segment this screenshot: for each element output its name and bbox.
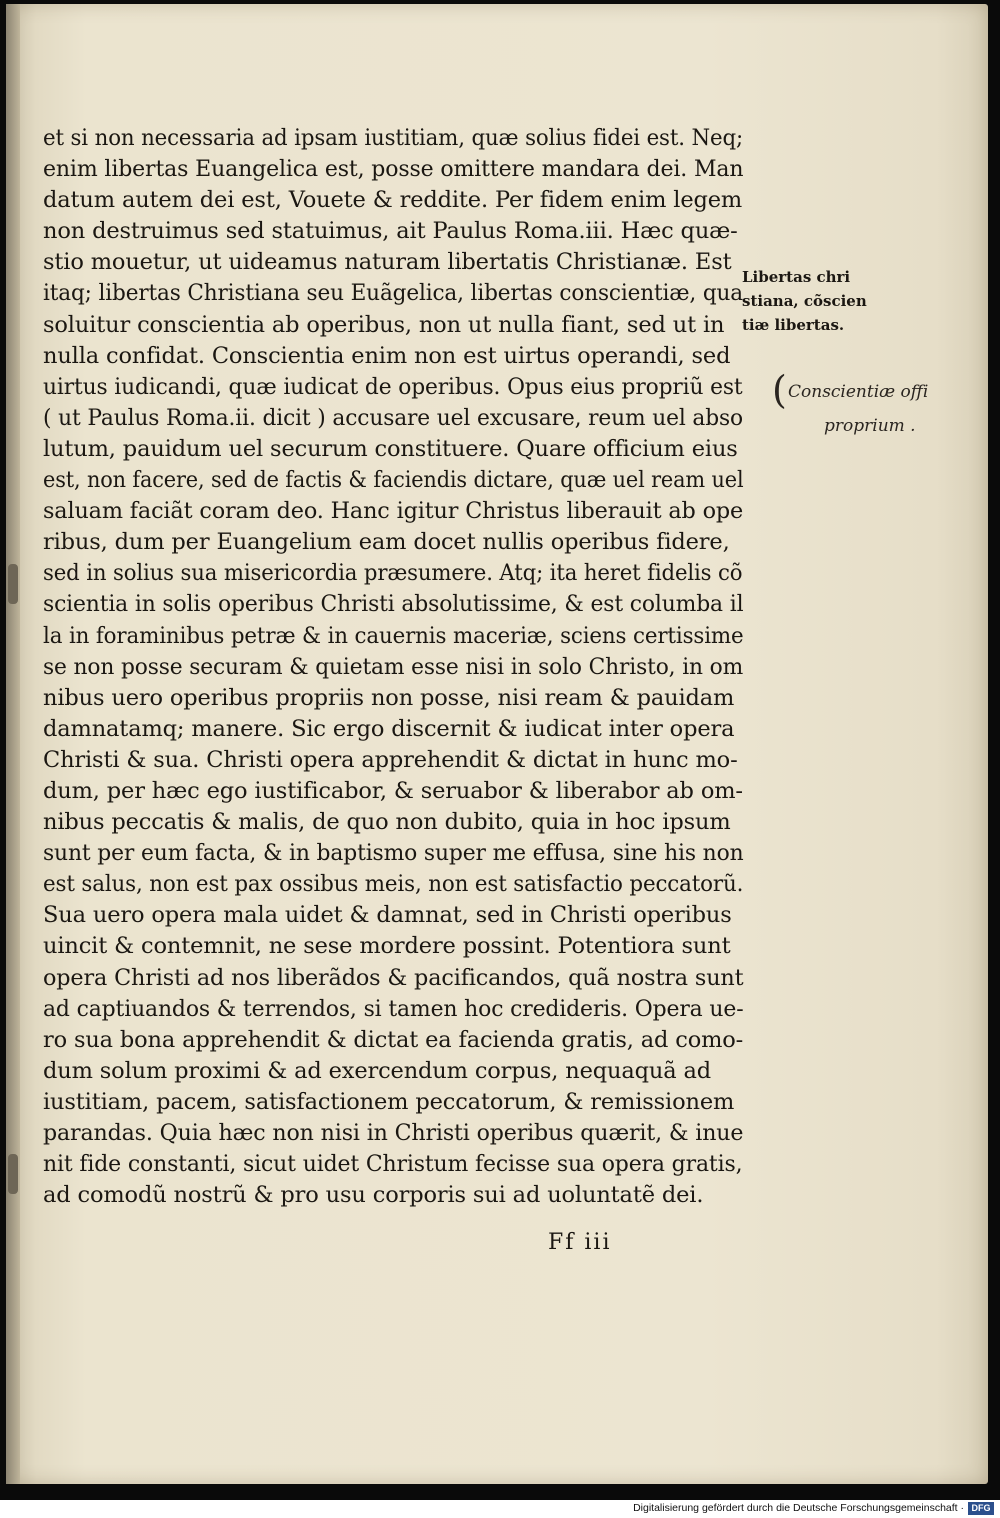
handwritten-line: proprium . xyxy=(824,416,916,436)
text-line: dum, per hæc ego iustificabor, & seruabor & liberabor ab om- xyxy=(43,777,743,804)
text-line: ribus, dum per Euangelium eam docet nullis operibus fidere, xyxy=(43,529,730,556)
text-line: enim libertas Euangelica est, posse omittere mandara dei. Man xyxy=(43,156,744,183)
text-line: est, non facere, sed de factis & faciendis dictare, quæ uel ream uel xyxy=(43,467,744,494)
text-line: se non posse securam & quietam esse nisi in solo Christo, in om xyxy=(43,653,744,680)
text-line: dum solum proximi & ad exercendum corpus, nequaquã ad xyxy=(43,1057,712,1084)
text-line: est salus, non est pax ossibus meis, non est satisfactio peccatorũ. xyxy=(43,871,744,898)
printed-marginal-note xyxy=(742,265,882,337)
text-line: Sua uero opera mala uidet & damnat, sed in Christi operibus xyxy=(43,902,732,929)
text-line: nulla confidat. Conscientia enim non est uirtus operandi, sed xyxy=(43,342,731,369)
text-line: soluitur conscientia ab operibus, non ut nulla fiant, sed ut in xyxy=(43,311,725,338)
text-line: lutum, pauidum uel securum constituere. Quare officium eius xyxy=(43,435,738,462)
text-line: saluam faciãt coram deo. Hanc igitur Christus liberauit ab ope xyxy=(43,498,744,525)
text-line: uincit & contemnit, ne sese mordere possint. Potentiora sunt xyxy=(43,933,731,960)
text-line: non destruimus sed statuimus, ait Paulus Roma.iii. Hæc quæ- xyxy=(43,218,738,245)
marginal-note-line: tiæ libertas. xyxy=(742,316,845,334)
footer-credit: Digitalisierung gefördert durch die Deutsche Forschungsgemeinschaft · xyxy=(633,1502,964,1514)
text-line: stio mouetur, ut uideamus naturam libertatis Christianæ. Est xyxy=(43,249,732,276)
text-line: ro sua bona apprehendit & dictat ea facienda gratis, ad como- xyxy=(43,1026,744,1053)
footer-bar xyxy=(0,1500,1000,1518)
text-line: sed in solius sua misericordia præsumere. Atq; ita heret fidelis cõ xyxy=(43,560,743,587)
page-gutter xyxy=(6,4,20,1484)
text-line: la in foraminibus petræ & in cauernis maceriæ, sciens certissime xyxy=(43,622,744,649)
text-line: iustitiam, pacem, satisfactionem peccatorum, & remissionem xyxy=(43,1088,735,1115)
text-line: damnatamq; manere. Sic ergo discernit & iudicat inter opera xyxy=(43,715,735,742)
gutter-tear xyxy=(8,564,18,604)
signature-mark: Ff iii xyxy=(548,1230,612,1255)
handwritten-line: Conscientiæ offi xyxy=(788,382,929,402)
text-line: nibus uero operibus propriis non posse, nisi ream & pauidam xyxy=(43,684,735,711)
text-line: nit fide constanti, sicut uidet Christum fecisse sua opera gratis, xyxy=(43,1151,743,1178)
text-line: opera Christi ad nos liberãdos & pacificandos, quã nostra sunt xyxy=(43,964,744,991)
text-line: Christi & sua. Christi opera apprehendit & dictat in hunc mo- xyxy=(43,746,738,773)
text-line: et si non necessaria ad ipsam iustitiam, quæ solius fidei est. Neq; xyxy=(43,125,744,151)
body-text xyxy=(43,123,743,1211)
text-line: nibus peccatis & malis, de quo non dubito, quia in hoc ipsum xyxy=(43,809,731,836)
marginal-note-line: Libertas chri xyxy=(742,268,851,286)
text-line: datum autem dei est, Vouete & reddite. Per fidem enim legem xyxy=(43,187,743,214)
text-line: itaq; libertas Christiana seu Euãgelica, libertas conscientiæ, qua xyxy=(43,280,743,307)
marginal-note-line: stiana, cõscien xyxy=(742,292,867,310)
dfg-logo: DFG xyxy=(968,1502,994,1515)
text-line: sunt per eum facta, & in baptismo super me effusa, sine his non xyxy=(43,840,744,867)
text-line: ( ut Paulus Roma.ii. dicit ) accusare uel excusare, reum uel abso xyxy=(43,404,744,431)
text-line: uirtus iudicandi, quæ iudicat de operibus. Opus eius propriũ est xyxy=(43,373,743,400)
text-line: ad comodũ nostrũ & pro usu corporis sui ad uoluntatẽ dei. xyxy=(43,1182,704,1209)
handwritten-bracket: ( xyxy=(772,368,787,412)
text-line: parandas. Quia hæc non nisi in Christi operibus quærit, & inue xyxy=(43,1120,744,1146)
gutter-tear xyxy=(8,1154,18,1194)
text-line: ad captiuandos & terrendos, si tamen hoc credideris. Opera ue- xyxy=(43,995,744,1022)
text-line: scientia in solis operibus Christi absolutissime, & est columba il xyxy=(43,591,744,618)
